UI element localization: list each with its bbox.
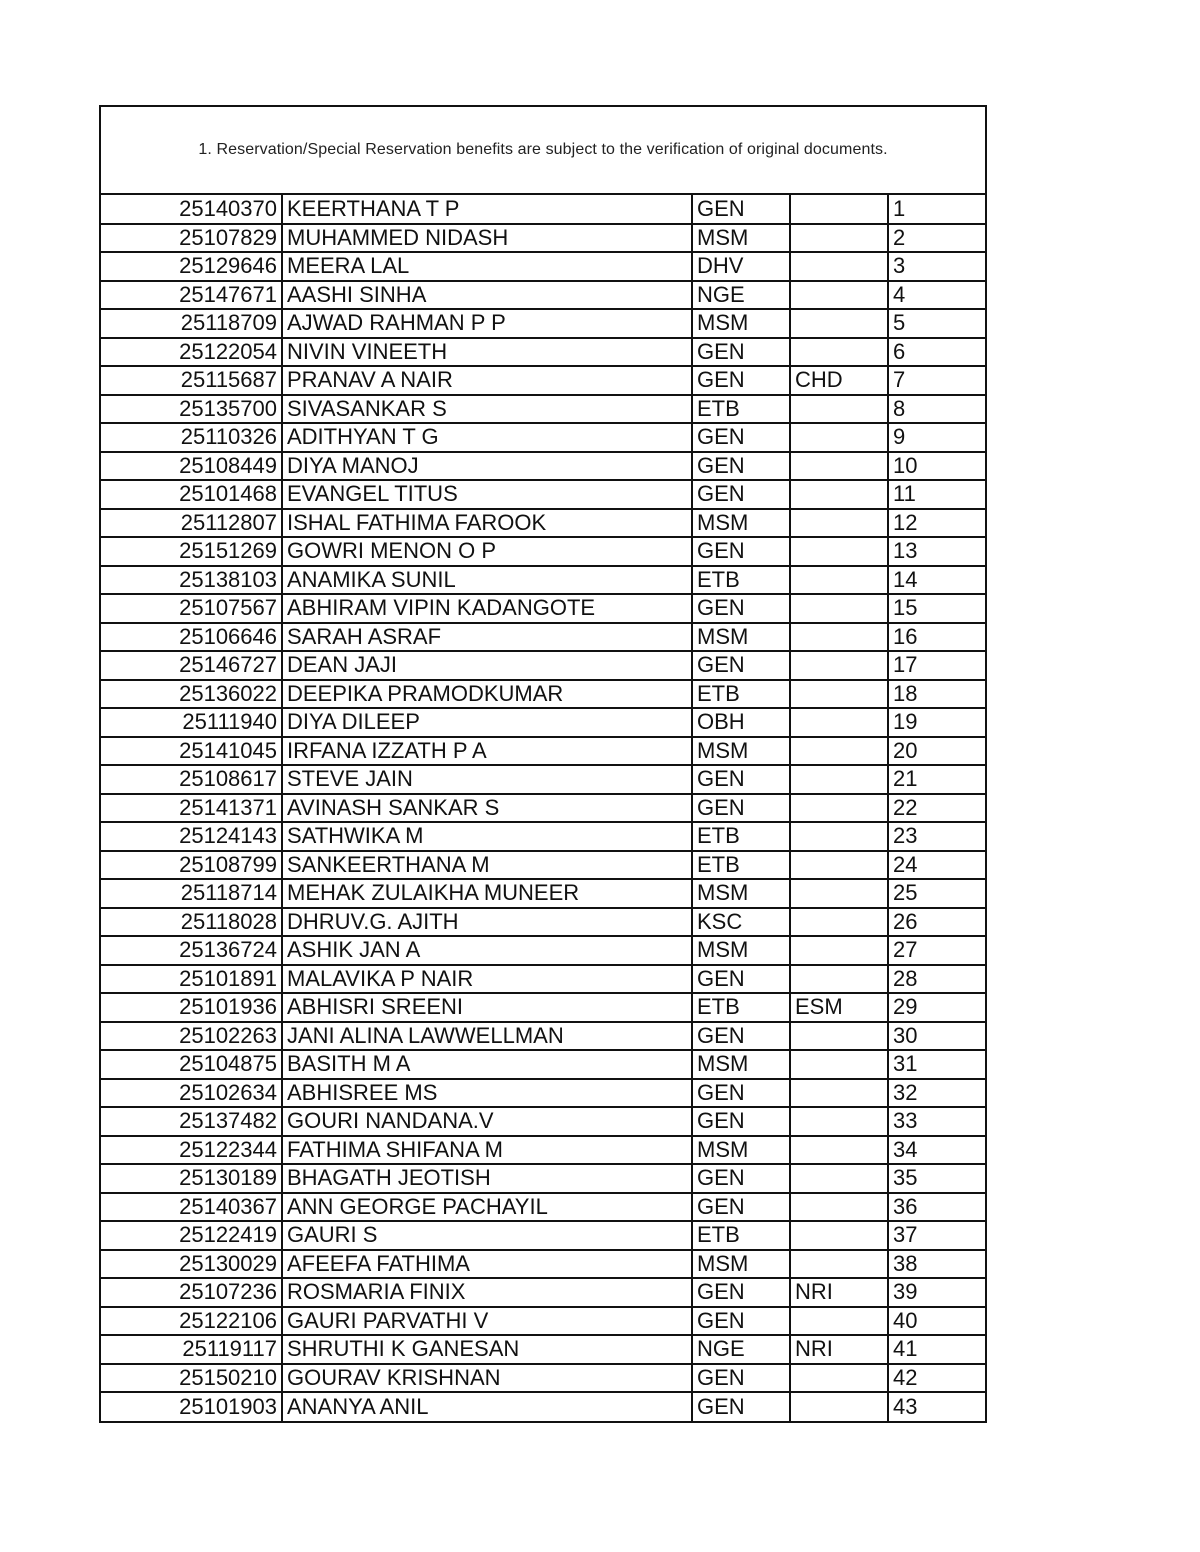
category-code-cell: GEN: [692, 1193, 790, 1222]
category-code-cell: MSM: [692, 737, 790, 766]
table-row: [101, 822, 985, 851]
application-number-cell: 25108617: [101, 765, 282, 794]
application-number-cell: 25115687: [101, 366, 282, 395]
application-number-cell: 25122419: [101, 1221, 282, 1250]
rank-number-cell: 14: [888, 566, 985, 595]
table-row: [101, 1193, 985, 1222]
rank-number-cell: 6: [888, 338, 985, 367]
application-number-cell: 25111940: [101, 708, 282, 737]
special-reservation-cell: [790, 1221, 888, 1250]
special-reservation-cell: [790, 1022, 888, 1051]
special-reservation-cell: [790, 1250, 888, 1279]
category-code-cell: OBH: [692, 708, 790, 737]
category-code-cell: GEN: [692, 195, 790, 224]
rank-number-cell: 8: [888, 395, 985, 424]
candidate-name-cell: SHRUTHI K GANESAN: [282, 1335, 692, 1364]
special-reservation-cell: [790, 594, 888, 623]
category-code-cell: MSM: [692, 879, 790, 908]
special-reservation-cell: [790, 1107, 888, 1136]
category-code-cell: GEN: [692, 452, 790, 481]
application-number-cell: 25107829: [101, 224, 282, 253]
rank-list-body: [101, 195, 985, 1421]
category-code-cell: GEN: [692, 651, 790, 680]
candidate-name-cell: SIVASANKAR S: [282, 395, 692, 424]
category-code-cell: GEN: [692, 366, 790, 395]
rank-number-cell: 25: [888, 879, 985, 908]
table-row: [101, 1335, 985, 1364]
category-code-cell: GEN: [692, 1392, 790, 1421]
table-row: [101, 851, 985, 880]
application-number-cell: 25108449: [101, 452, 282, 481]
rank-number-cell: 7: [888, 366, 985, 395]
rank-number-cell: 21: [888, 765, 985, 794]
candidate-name-cell: JANI ALINA LAWWELLMAN: [282, 1022, 692, 1051]
application-number-cell: 25141045: [101, 737, 282, 766]
table-row: [101, 651, 985, 680]
application-number-cell: 25141371: [101, 794, 282, 823]
table-row: [101, 509, 985, 538]
table-row: [101, 423, 985, 452]
special-reservation-cell: [790, 452, 888, 481]
candidate-name-cell: EVANGEL TITUS: [282, 480, 692, 509]
category-code-cell: MSM: [692, 309, 790, 338]
candidate-name-cell: ANAMIKA SUNIL: [282, 566, 692, 595]
candidate-name-cell: ANN GEORGE PACHAYIL: [282, 1193, 692, 1222]
special-reservation-cell: [790, 423, 888, 452]
special-reservation-cell: [790, 566, 888, 595]
application-number-cell: 25101936: [101, 993, 282, 1022]
candidate-name-cell: ROSMARIA FINIX: [282, 1278, 692, 1307]
candidate-name-cell: ABHISRI SREENI: [282, 993, 692, 1022]
rank-number-cell: 18: [888, 680, 985, 709]
application-number-cell: 25130029: [101, 1250, 282, 1279]
special-reservation-cell: [790, 1136, 888, 1165]
application-number-cell: 25138103: [101, 566, 282, 595]
category-code-cell: GEN: [692, 423, 790, 452]
special-reservation-cell: [790, 309, 888, 338]
rank-number-cell: 35: [888, 1164, 985, 1193]
table-row: [101, 395, 985, 424]
category-code-cell: GEN: [692, 1364, 790, 1393]
table-row: [101, 452, 985, 481]
rank-number-cell: 27: [888, 936, 985, 965]
application-number-cell: 25136022: [101, 680, 282, 709]
category-code-cell: NGE: [692, 281, 790, 310]
table-row: [101, 1364, 985, 1393]
table-row: [101, 1307, 985, 1336]
candidate-name-cell: NIVIN VINEETH: [282, 338, 692, 367]
table-row: [101, 338, 985, 367]
table-row: [101, 309, 985, 338]
special-reservation-cell: [790, 281, 888, 310]
category-code-cell: GEN: [692, 1022, 790, 1051]
candidate-name-cell: GOURI NANDANA.V: [282, 1107, 692, 1136]
application-number-cell: 25101903: [101, 1392, 282, 1421]
special-reservation-cell: [790, 765, 888, 794]
candidate-name-cell: MALAVIKA P NAIR: [282, 965, 692, 994]
candidate-name-cell: GOWRI MENON O P: [282, 537, 692, 566]
special-reservation-cell: [790, 708, 888, 737]
category-code-cell: ETB: [692, 395, 790, 424]
candidate-name-cell: MEHAK ZULAIKHA MUNEER: [282, 879, 692, 908]
note-box: [101, 107, 985, 195]
table-row: [101, 195, 985, 224]
rank-number-cell: 37: [888, 1221, 985, 1250]
candidate-name-cell: ADITHYAN T G: [282, 423, 692, 452]
rank-number-cell: 43: [893, 1393, 918, 1419]
category-code-cell: KSC: [692, 908, 790, 937]
table-row: [101, 1392, 985, 1421]
candidate-name-cell: BASITH M A: [282, 1050, 692, 1079]
rank-number-cell: 15: [888, 594, 985, 623]
category-code-cell: ETB: [692, 680, 790, 709]
application-number-cell: 25118709: [101, 309, 282, 338]
rank-number-cell: 11: [888, 480, 985, 509]
candidate-name-cell: KEERTHANA T P: [282, 195, 692, 224]
category-code-cell: DHV: [692, 252, 790, 281]
application-number-cell: 25147671: [101, 281, 282, 310]
candidate-name-cell: GAURI S: [282, 1221, 692, 1250]
application-number-cell: 25102634: [101, 1079, 282, 1108]
application-number-cell: 25118714: [101, 879, 282, 908]
candidate-name-cell: MUHAMMED NIDASH: [282, 224, 692, 253]
table-row: [101, 1278, 985, 1307]
special-reservation-cell: [790, 537, 888, 566]
category-code-cell: GEN: [692, 1164, 790, 1193]
rank-list-table: [101, 195, 985, 1421]
special-reservation-cell: [790, 252, 888, 281]
application-number-cell: 25140370: [101, 195, 282, 224]
application-number-cell: 25122344: [101, 1136, 282, 1165]
application-number-cell: 25101468: [101, 480, 282, 509]
application-number-cell: 25102263: [101, 1022, 282, 1051]
category-code-cell: NGE: [692, 1335, 790, 1364]
table-row: [101, 1050, 985, 1079]
table-row: [101, 708, 985, 737]
category-code-cell: ETB: [692, 851, 790, 880]
application-number-cell: 25107236: [101, 1278, 282, 1307]
special-reservation-cell: [790, 879, 888, 908]
special-reservation-cell: NRI: [790, 1278, 888, 1307]
rank-number-cell: 22: [888, 794, 985, 823]
candidate-name-cell: DEEPIKA PRAMODKUMAR: [282, 680, 692, 709]
rank-list-sheet: [99, 105, 987, 1423]
table-row: [101, 680, 985, 709]
rank-number-cell: 3: [888, 252, 985, 281]
rank-number-cell: 38: [888, 1250, 985, 1279]
candidate-name-cell: SANKEERTHANA M: [282, 851, 692, 880]
rank-number-cell: 33: [888, 1107, 985, 1136]
special-reservation-cell: [790, 1307, 888, 1336]
application-number-cell: 25108799: [101, 851, 282, 880]
candidate-name-cell: SATHWIKA M: [282, 822, 692, 851]
application-number-cell: 25107567: [101, 594, 282, 623]
table-row: [101, 993, 985, 1022]
application-number-cell: 25101891: [101, 965, 282, 994]
category-code-cell: MSM: [692, 936, 790, 965]
table-row: [101, 1107, 985, 1136]
table-row: [101, 566, 985, 595]
special-reservation-cell: [790, 480, 888, 509]
candidate-name-cell: SARAH ASRAF: [282, 623, 692, 652]
special-reservation-cell: [790, 338, 888, 367]
table-row: [101, 765, 985, 794]
candidate-name-cell: ABHISREE MS: [282, 1079, 692, 1108]
special-reservation-cell: [790, 395, 888, 424]
application-number-cell: 25119117: [101, 1335, 282, 1364]
table-row: [101, 879, 985, 908]
special-reservation-cell: NRI: [790, 1335, 888, 1364]
rank-number-cell: 24: [888, 851, 985, 880]
application-number-cell: 25110326: [101, 423, 282, 452]
application-number-cell: 25112807: [101, 509, 282, 538]
table-row: [101, 1136, 985, 1165]
candidate-name-cell: ASHIK JAN A: [282, 936, 692, 965]
table-row: [101, 480, 985, 509]
application-number-cell: 25104875: [101, 1050, 282, 1079]
rank-number-cell: 40: [888, 1307, 985, 1336]
candidate-name-cell: PRANAV A NAIR: [282, 366, 692, 395]
application-number-cell: 25151269: [101, 537, 282, 566]
rank-number-cell: 10: [888, 452, 985, 481]
rank-number-cell: 29: [888, 993, 985, 1022]
special-reservation-cell: [790, 623, 888, 652]
special-reservation-cell: CHD: [790, 366, 888, 395]
application-number-cell: 25135700: [101, 395, 282, 424]
special-reservation-cell: [790, 1079, 888, 1108]
special-reservation-cell: ESM: [790, 993, 888, 1022]
candidate-name-cell: ANANYA ANIL: [282, 1392, 692, 1421]
candidate-name-cell: AVINASH SANKAR S: [282, 794, 692, 823]
application-number-cell: 25136724: [101, 936, 282, 965]
table-row: [101, 224, 985, 253]
candidate-name-cell: GAURI PARVATHI V: [282, 1307, 692, 1336]
category-code-cell: GEN: [692, 1107, 790, 1136]
table-row: [101, 965, 985, 994]
table-row: [101, 594, 985, 623]
candidate-name-cell: FATHIMA SHIFANA M: [282, 1136, 692, 1165]
category-code-cell: GEN: [692, 480, 790, 509]
rank-number-cell: 17: [888, 651, 985, 680]
category-code-cell: ETB: [692, 993, 790, 1022]
application-number-cell: 25150210: [101, 1364, 282, 1393]
category-code-cell: GEN: [692, 338, 790, 367]
table-row: [101, 737, 985, 766]
table-row: [101, 1164, 985, 1193]
rank-number-cell: 16: [888, 623, 985, 652]
special-reservation-cell: [790, 737, 888, 766]
special-reservation-cell: [790, 908, 888, 937]
category-code-cell: GEN: [692, 794, 790, 823]
rank-number-cell: 4: [888, 281, 985, 310]
rank-number-cell: 28: [888, 965, 985, 994]
category-code-cell: MSM: [692, 1250, 790, 1279]
special-reservation-cell: [790, 509, 888, 538]
rank-number-cell: 39: [888, 1278, 985, 1307]
candidate-name-cell: GOURAV KRISHNAN: [282, 1364, 692, 1393]
category-code-cell: MSM: [692, 1136, 790, 1165]
candidate-name-cell: DEAN JAJI: [282, 651, 692, 680]
candidate-name-cell: AASHI SINHA: [282, 281, 692, 310]
rank-number-cell: 26: [888, 908, 985, 937]
candidate-name-cell: BHAGATH JEOTISH: [282, 1164, 692, 1193]
candidate-name-cell: AFEEFA FATHIMA: [282, 1250, 692, 1279]
category-code-cell: MSM: [692, 224, 790, 253]
category-code-cell: GEN: [692, 1307, 790, 1336]
rank-number-cell: 5: [888, 309, 985, 338]
application-number-cell: 25118028: [101, 908, 282, 937]
candidate-name-cell: AJWAD RAHMAN P P: [282, 309, 692, 338]
application-number-cell: 25122106: [101, 1307, 282, 1336]
application-number-cell: 25130189: [101, 1164, 282, 1193]
category-code-cell: ETB: [692, 822, 790, 851]
special-reservation-cell: [790, 680, 888, 709]
special-reservation-cell: [790, 1050, 888, 1079]
rank-number-cell: 31: [888, 1050, 985, 1079]
special-reservation-cell: [790, 1364, 888, 1393]
special-reservation-cell: [790, 851, 888, 880]
rank-number-cell: 13: [888, 537, 985, 566]
special-reservation-cell: [790, 822, 888, 851]
rank-number-cell: 34: [888, 1136, 985, 1165]
candidate-name-cell: STEVE JAIN: [282, 765, 692, 794]
special-reservation-cell: [790, 965, 888, 994]
rank-number-cell: 30: [888, 1022, 985, 1051]
application-number-cell: 25129646: [101, 252, 282, 281]
special-reservation-cell: [790, 936, 888, 965]
table-row: [101, 1079, 985, 1108]
candidate-name-cell: DHRUV.G. AJITH: [282, 908, 692, 937]
category-code-cell: GEN: [692, 765, 790, 794]
candidate-name-cell: IRFANA IZZATH P A: [282, 737, 692, 766]
rank-number-cell: 36: [888, 1193, 985, 1222]
table-row: [101, 537, 985, 566]
table-row: [101, 794, 985, 823]
category-code-cell: ETB: [692, 1221, 790, 1250]
category-code-cell: ETB: [692, 566, 790, 595]
special-reservation-cell: [790, 794, 888, 823]
rank-number-cell: 20: [888, 737, 985, 766]
category-code-cell: MSM: [692, 1050, 790, 1079]
table-row: [101, 281, 985, 310]
application-number-cell: 25140367: [101, 1193, 282, 1222]
category-code-cell: GEN: [692, 965, 790, 994]
rank-number-cell: 2: [888, 224, 985, 253]
table-row: [101, 936, 985, 965]
application-number-cell: 25122054: [101, 338, 282, 367]
candidate-name-cell: DIYA DILEEP: [282, 708, 692, 737]
table-row: [101, 1250, 985, 1279]
rank-number-cell: 41: [888, 1335, 985, 1364]
table-row: [101, 908, 985, 937]
special-reservation-cell: [790, 1392, 888, 1421]
candidate-name-cell: ABHIRAM VIPIN KADANGOTE: [282, 594, 692, 623]
table-row: [101, 623, 985, 652]
candidate-name-cell: ISHAL FATHIMA FAROOK: [282, 509, 692, 538]
category-code-cell: GEN: [692, 594, 790, 623]
table-row: [101, 1221, 985, 1250]
rank-number-cell: 42: [888, 1364, 985, 1393]
category-code-cell: MSM: [692, 509, 790, 538]
special-reservation-cell: [790, 224, 888, 253]
reservation-note: 1. Reservation/Special Reservation benefits are subject to the verification of original documents.: [198, 141, 888, 158]
table-row: [101, 1022, 985, 1051]
rank-number-cell: 32: [888, 1079, 985, 1108]
category-code-cell: GEN: [692, 537, 790, 566]
special-reservation-cell: [790, 1164, 888, 1193]
rank-number-cell: 9: [888, 423, 985, 452]
special-reservation-cell: [790, 651, 888, 680]
category-code-cell: GEN: [692, 1278, 790, 1307]
application-number-cell: 25146727: [101, 651, 282, 680]
application-number-cell: 25124143: [101, 822, 282, 851]
candidate-name-cell: MEERA LAL: [282, 252, 692, 281]
rank-number-cell: 12: [888, 509, 985, 538]
application-number-cell: 25106646: [101, 623, 282, 652]
rank-number-cell: 1: [888, 195, 985, 224]
category-code-cell: GEN: [692, 1079, 790, 1108]
rank-number-cell: 23: [888, 822, 985, 851]
special-reservation-cell: [790, 1193, 888, 1222]
table-row: [101, 252, 985, 281]
application-number-cell: 25137482: [101, 1107, 282, 1136]
category-code-cell: MSM: [692, 623, 790, 652]
table-row: [101, 366, 985, 395]
special-reservation-cell: [790, 195, 888, 224]
rank-number-cell: 19: [888, 708, 985, 737]
candidate-name-cell: DIYA MANOJ: [282, 452, 692, 481]
